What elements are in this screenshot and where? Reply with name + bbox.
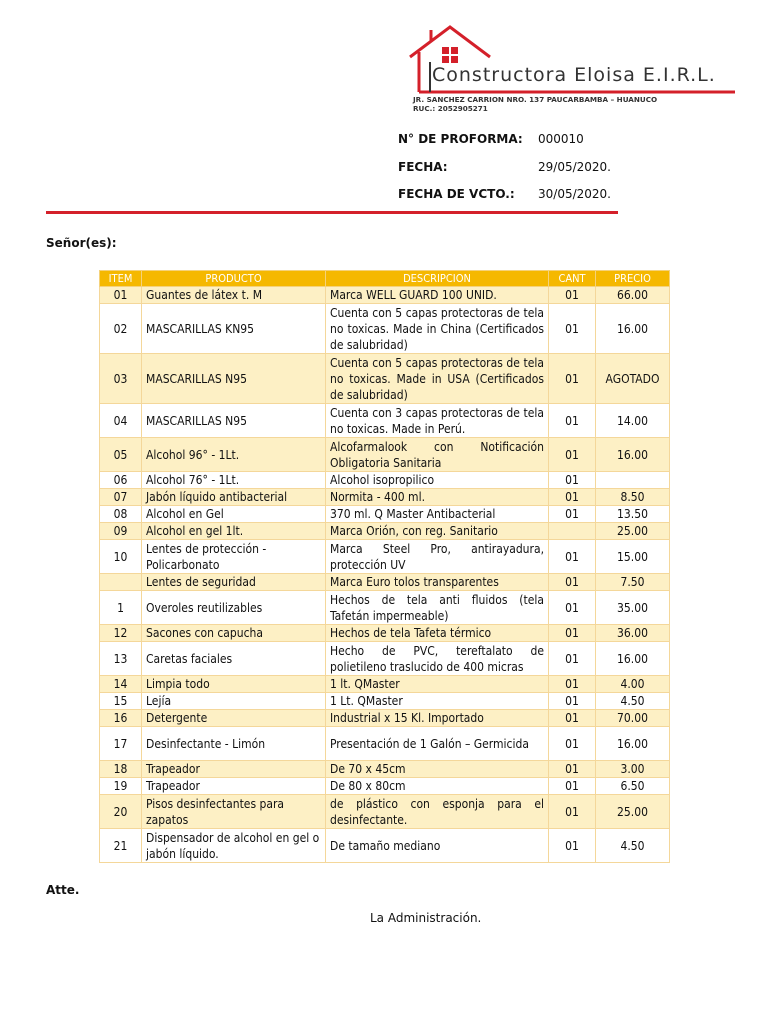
cell-item: 14 (100, 676, 142, 693)
cell-precio: 25.00 (596, 523, 670, 540)
table-row (100, 676, 670, 693)
cell-producto: MASCARILLAS N95 (142, 404, 326, 438)
cell-cant: 01 (549, 591, 596, 625)
due-date-value: 30/05/2020. (538, 187, 611, 201)
cell-cant: 01 (549, 540, 596, 574)
cell-cant: 01 (549, 761, 596, 778)
company-name: Constructora Eloisa E.I.R.L. (432, 64, 716, 86)
cell-item (100, 574, 142, 591)
table-row (100, 489, 670, 506)
cell-descripcion: 370 ml. Q Master Antibacterial (326, 506, 549, 523)
cell-precio: 8.50 (596, 489, 670, 506)
cell-item: 19 (100, 778, 142, 795)
table-row (100, 727, 670, 761)
cell-item: 08 (100, 506, 142, 523)
cell-precio: 3.00 (596, 761, 670, 778)
cell-cant: 01 (549, 676, 596, 693)
cell-cant: 01 (549, 472, 596, 489)
cell-descripcion: Marca Orión, con reg. Sanitario (326, 523, 549, 540)
cell-descripcion: Cuenta con 5 capas protectoras de tela no toxicas. Made in USA (Certificados de salubridad) (326, 354, 549, 404)
cell-producto: Guantes de látex t. M (142, 287, 326, 304)
cell-descripcion: Marca WELL GUARD 100 UNID. (326, 287, 549, 304)
cell-cant: 01 (549, 710, 596, 727)
header-item: ITEM (100, 271, 142, 287)
recipient-label: Señor(es): (46, 236, 117, 250)
cell-descripcion: de plástico con esponja para el desinfectante. (326, 795, 549, 829)
cell-cant: 01 (549, 693, 596, 710)
cell-producto: Pisos desinfectantes para zapatos (142, 795, 326, 829)
cell-producto: Trapeador (142, 761, 326, 778)
cell-item: 03 (100, 354, 142, 404)
cell-precio: 6.50 (596, 778, 670, 795)
cell-item: 05 (100, 438, 142, 472)
cell-producto: Trapeador (142, 778, 326, 795)
cell-item: 13 (100, 642, 142, 676)
cell-precio: 13.50 (596, 506, 670, 523)
cell-precio (596, 472, 670, 489)
cell-producto: Lentes de seguridad (142, 574, 326, 591)
cell-producto: Sacones con capucha (142, 625, 326, 642)
cell-producto: Lejía (142, 693, 326, 710)
cell-item: 02 (100, 304, 142, 354)
table-row (100, 693, 670, 710)
cell-producto: Alcohol en gel 1lt. (142, 523, 326, 540)
cell-descripcion: 1 Lt. QMaster (326, 693, 549, 710)
cell-cant: 01 (549, 304, 596, 354)
cell-precio: 16.00 (596, 304, 670, 354)
cell-producto: Alcohol en Gel (142, 506, 326, 523)
closing-atte: Atte. (46, 883, 80, 897)
date-label: FECHA: (398, 160, 448, 174)
cell-precio: 4.00 (596, 676, 670, 693)
cell-precio: 15.00 (596, 540, 670, 574)
ruc-line: RUC.: 2052905271 (413, 104, 488, 113)
cell-cant: 01 (549, 574, 596, 591)
proforma-number-label: N° DE PROFORMA: (398, 132, 523, 146)
table-row (100, 540, 670, 574)
table-row (100, 829, 670, 863)
cell-cant: 01 (549, 404, 596, 438)
table-row (100, 795, 670, 829)
cell-precio: 14.00 (596, 404, 670, 438)
cell-descripcion: Presentación de 1 Galón – Germicida (326, 727, 549, 761)
signature-line: La Administración. (370, 911, 482, 925)
table-row (100, 472, 670, 489)
table-row (100, 304, 670, 354)
cell-cant: 01 (549, 438, 596, 472)
cell-producto: Limpia todo (142, 676, 326, 693)
cell-precio: AGOTADO (596, 354, 670, 404)
table-row (100, 778, 670, 795)
cell-producto: Desinfectante - Limón (142, 727, 326, 761)
cell-cant: 01 (549, 642, 596, 676)
cell-cant (549, 523, 596, 540)
address-line: JR. SANCHEZ CARRION NRO. 137 PAUCARBAMBA – HUANUCO (413, 95, 658, 104)
cell-descripcion: De 80 x 80cm (326, 778, 549, 795)
due-date-label: FECHA DE VCTO.: (398, 187, 515, 201)
cell-precio: 70.00 (596, 710, 670, 727)
cell-cant: 01 (549, 625, 596, 642)
cell-descripcion: Alcofarmalook con Notificación Obligatoria Sanitaria (326, 438, 549, 472)
cell-cant: 01 (549, 354, 596, 404)
table-header-row (100, 271, 670, 287)
proforma-number: 000010 (538, 132, 584, 146)
table-row (100, 523, 670, 540)
cell-item: 10 (100, 540, 142, 574)
cell-cant: 01 (549, 795, 596, 829)
cell-cant: 01 (549, 727, 596, 761)
cell-descripcion: Marca Euro tolos transparentes (326, 574, 549, 591)
cell-producto: Jabón líquido antibacterial (142, 489, 326, 506)
cell-item: 16 (100, 710, 142, 727)
header-cant: CANT (549, 271, 596, 287)
cell-producto: Alcohol 96° - 1Lt. (142, 438, 326, 472)
cell-descripcion: Marca Steel Pro, antirayadura, protección UV (326, 540, 549, 574)
cell-precio: 16.00 (596, 642, 670, 676)
date-value: 29/05/2020. (538, 160, 611, 174)
table-row (100, 287, 670, 304)
cell-precio: 4.50 (596, 829, 670, 863)
items-table (99, 270, 670, 863)
table-row (100, 761, 670, 778)
cell-item: 15 (100, 693, 142, 710)
cell-producto: MASCARILLAS N95 (142, 354, 326, 404)
cell-producto: Caretas faciales (142, 642, 326, 676)
cell-precio: 4.50 (596, 693, 670, 710)
cell-producto: Overoles reutilizables (142, 591, 326, 625)
cell-precio: 66.00 (596, 287, 670, 304)
window-icon (442, 47, 458, 63)
cell-precio: 7.50 (596, 574, 670, 591)
cell-descripcion: Hechos de tela anti fluidos (tela Tafetán impermeable) (326, 591, 549, 625)
cell-item: 21 (100, 829, 142, 863)
cell-descripcion: Industrial x 15 Kl. Importado (326, 710, 549, 727)
header-producto: PRODUCTO (142, 271, 326, 287)
cell-item: 1 (100, 591, 142, 625)
cell-producto: Lentes de protección - Policarbonato (142, 540, 326, 574)
cell-producto: MASCARILLAS KN95 (142, 304, 326, 354)
cell-item: 20 (100, 795, 142, 829)
cell-descripcion: Hechos de tela Tafeta térmico (326, 625, 549, 642)
header-descripcion: DESCRIPCION (326, 271, 549, 287)
cell-precio: 16.00 (596, 727, 670, 761)
cell-cant: 01 (549, 829, 596, 863)
cell-producto: Alcohol 76° - 1Lt. (142, 472, 326, 489)
cell-descripcion: Cuenta con 3 capas protectoras de tela no toxicas. Made in Perú. (326, 404, 549, 438)
cell-descripcion: 1 lt. QMaster (326, 676, 549, 693)
cell-item: 18 (100, 761, 142, 778)
cell-precio: 36.00 (596, 625, 670, 642)
cell-item: 01 (100, 287, 142, 304)
header-precio: PRECIO (596, 271, 670, 287)
cell-cant: 01 (549, 506, 596, 523)
cell-item: 07 (100, 489, 142, 506)
cell-cant: 01 (549, 489, 596, 506)
table-row (100, 625, 670, 642)
cell-item: 17 (100, 727, 142, 761)
cell-item: 04 (100, 404, 142, 438)
house-roof (410, 27, 490, 57)
table-row (100, 404, 670, 438)
cell-item: 09 (100, 523, 142, 540)
table-row (100, 506, 670, 523)
cell-precio: 35.00 (596, 591, 670, 625)
cell-producto: Dispensador de alcohol en gel o jabón líquido. (142, 829, 326, 863)
cell-descripcion: Normita - 400 ml. (326, 489, 549, 506)
table-row (100, 574, 670, 591)
cell-descripcion: Cuenta con 5 capas protectoras de tela no toxicas. Made in China (Certificados de salubridad) (326, 304, 549, 354)
cell-producto: Detergente (142, 710, 326, 727)
cell-item: 06 (100, 472, 142, 489)
cell-precio: 16.00 (596, 438, 670, 472)
cell-descripcion: De 70 x 45cm (326, 761, 549, 778)
table-row (100, 438, 670, 472)
cell-item: 12 (100, 625, 142, 642)
table-row (100, 591, 670, 625)
cell-descripcion: Hecho de PVC, tereftalato de polietileno traslucido de 400 micras (326, 642, 549, 676)
cell-precio: 25.00 (596, 795, 670, 829)
company-address (413, 95, 657, 113)
cell-descripcion: Alcohol isopropilico (326, 472, 549, 489)
table-row (100, 710, 670, 727)
cell-cant: 01 (549, 287, 596, 304)
cell-cant: 01 (549, 778, 596, 795)
table-row (100, 354, 670, 404)
divider-line (46, 211, 618, 214)
cell-descripcion: De tamaño mediano (326, 829, 549, 863)
table-row (100, 642, 670, 676)
